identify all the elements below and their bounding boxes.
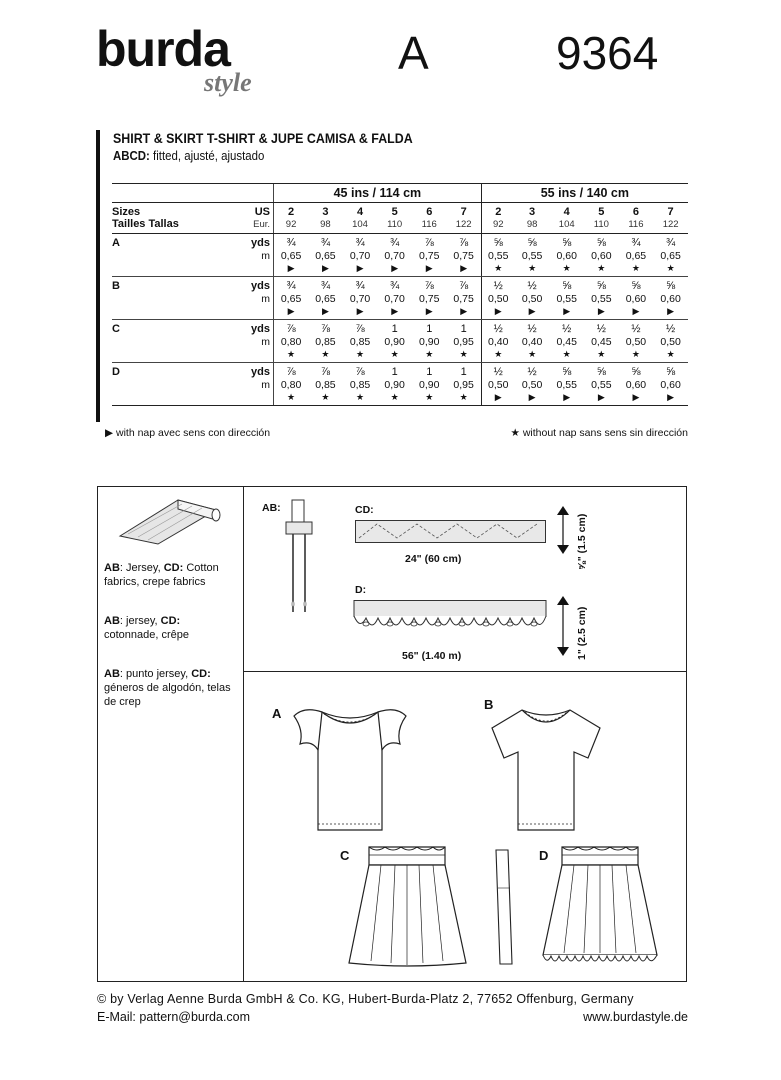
yardage-m-cell: 0,90 [419,336,440,348]
nap-symbol-cell: ▶ [584,391,619,406]
cd-width-measure: ⅝" (1.5 cm) [576,513,588,570]
yardage-row [112,277,688,294]
fabric-es-ab: AB [104,668,120,680]
nap-symbol-cell: ▶ [653,391,688,406]
nap-symbol-cell: ★ [447,348,482,363]
unit-yds-label: yds [251,280,271,292]
unit-m-label: m [261,293,271,305]
us-size-cell: 3 [322,206,329,218]
us-size-cell: 4 [563,206,570,218]
fabric-fr-ab: AB [104,615,120,627]
nap-symbol-cell: ★ [481,348,515,363]
yardage-m-cell: 0,55 [481,250,515,262]
fabric-en-cd: CD: [163,562,184,574]
eur-size-cell: 122 [653,219,688,234]
blank-cell [112,336,246,348]
yardage-table [112,183,688,406]
title-bar [96,130,100,422]
yardage-row [112,391,688,406]
eur-size-cell: 104 [343,219,378,234]
yardage-row [112,250,688,262]
nap-symbol-cell: ▶ [377,305,412,320]
us-size-cell: 7 [460,206,467,218]
eur-size-cell: 116 [619,219,654,234]
nap-symbol-cell: ▶ [308,305,343,320]
yardage-yds-cell: ½ [527,323,537,335]
nap-symbol-cell: ★ [308,391,343,406]
view-row-label: B [112,280,120,292]
view-a-label: A [272,706,282,721]
yardage-yds-cell: ⅝ [562,237,572,249]
yardage-m-cell: 0,85 [349,379,371,391]
yardage-m-cell: 0,80 [274,336,309,348]
eur-size-cell: 122 [447,219,482,234]
view-c-label: C [340,848,350,863]
nap-symbol-cell: ▶ [481,305,515,320]
blank-cell [112,262,246,277]
nap-symbol-cell: ★ [515,262,550,277]
yardage-m-cell: 0,45 [591,336,612,348]
view-b-label: B [484,697,494,712]
yardage-yds-cell: ⅝ [596,366,606,378]
yardage-m-cell: 0,55 [521,250,543,262]
eur-size-cell: 110 [377,219,412,234]
eur-size-cell: 98 [515,219,550,234]
yardage-yds-cell: ½ [562,323,572,335]
pattern-title: SHIRT & SKIRT T-SHIRT & JUPE CAMISA & FALDA [113,131,413,146]
yardage-yds-cell: ⅝ [562,280,572,292]
yardage-m-cell: 0,50 [481,293,515,305]
yardage-m-cell: 0,55 [556,293,577,305]
fabric-en [104,561,236,589]
yardage-yds-cell: ¾ [390,280,400,292]
yardage-yds-cell: ¾ [355,237,365,249]
blank-cell [112,293,246,305]
yardage-m-cell: 0,50 [521,379,543,391]
nap-symbol-cell: ▶ [515,305,550,320]
yardage-yds-cell: ⅝ [596,237,606,249]
view-row-label: C [112,323,120,335]
yardage-m-cell: 0,60 [591,250,612,262]
yardage-yds-cell: ⅞ [424,237,434,249]
yardage-yds-cell: ⅝ [666,366,676,378]
nap-symbol-cell: ★ [619,262,654,277]
fabric-fr-ab-text: : jersey, [119,615,161,627]
cd-length-measure: 24" (60 cm) [405,553,462,565]
yardage-yds-cell: ⅞ [320,323,331,335]
nap-symbol-cell: ▶ [653,305,688,320]
fabric-es-cd: CD: [191,668,211,680]
eur-size-cell: 116 [412,219,447,234]
nap-symbol-cell: ★ [584,262,619,277]
yardage-yds-cell: ¾ [666,237,676,249]
sizes-label: Sizes [112,206,141,218]
yardage-m-cell: 0,70 [384,250,405,262]
subtitle-views: ABCD: [113,148,150,163]
yardage-m-cell: 0,95 [453,336,474,348]
nap-symbol-cell: ▶ [274,305,309,320]
cd-width-arrow [556,506,570,554]
yardage-row [112,293,688,305]
yardage-yds-cell: ½ [481,363,515,380]
yardage-yds-cell: ½ [481,320,515,337]
nap-symbol-cell: ▶ [308,262,343,277]
eur-size-cell: 104 [549,219,584,234]
subtitle-fit: fitted, ajusté, ajustado [149,148,265,163]
nap-symbol-cell: ★ [481,262,515,277]
yardage-m-cell: 0,75 [453,293,474,305]
yardage-m-cell: 0,85 [349,336,371,348]
frame-divider-horizontal [243,671,687,672]
yardage-yds-cell: ½ [481,277,515,294]
nap-symbol-cell: ★ [412,348,447,363]
yardage-yds-cell: ⅞ [355,366,365,378]
blank-cell [246,262,273,277]
us-size-cell: 5 [598,206,605,218]
nap-symbol-cell: ★ [412,391,447,406]
yardage-m-cell: 0,55 [591,379,612,391]
yardage-m-cell: 0,80 [274,379,309,391]
eur-size-cell: 98 [308,219,343,234]
view-c-skirt-illustration [345,845,470,969]
us-size-cell: 7 [667,206,674,218]
yardage-m-cell: 0,60 [625,379,647,391]
blank-cell [112,379,246,391]
fabric-width-55: 55 ins / 140 cm [481,184,688,203]
yardage-m-cell: 0,55 [556,379,577,391]
blank-cell [112,305,246,320]
yardage-m-cell: 0,60 [660,379,681,391]
yardage-yds-cell: 1 [426,366,433,378]
yardage-yds-cell: ⅞ [459,280,469,292]
unit-m-label: m [261,250,271,262]
d-width-measure: 1" (2.5 cm) [576,606,588,660]
yardage-yds-cell: ½ [527,280,537,292]
blank-cell [246,391,273,406]
website-link[interactable]: www.burdastyle.de [583,1010,688,1024]
yardage-yds-cell: ⅞ [424,280,434,292]
pattern-number: 9364 [556,27,659,79]
yardage-yds-cell: ⅞ [355,323,365,335]
view-d-label: D [539,848,549,863]
twin-needle-icon [282,498,316,616]
view-row-label: D [112,366,120,378]
blank-cell [246,348,273,363]
yardage-yds-cell: 1 [426,323,433,335]
yardage-yds-cell: ½ [631,323,641,335]
us-size-cell: 3 [529,206,536,218]
yardage-m-cell: 0,55 [591,293,612,305]
unit-m-label: m [261,336,271,348]
yardage-yds-cell: ⅝ [596,280,606,292]
nap-symbol-cell: ★ [274,348,309,363]
notion-d-label: D: [355,584,367,596]
logo-subword: style [204,68,252,97]
yardage-yds-cell: 1 [460,323,467,335]
yardage-row [112,348,688,363]
nap-symbol-cell: ★ [549,348,584,363]
nap-symbol-cell: ★ [549,262,584,277]
nap-symbol-cell: ★ [653,348,688,363]
unit-yds-label: yds [251,237,271,249]
us-size-cell: 2 [274,203,309,220]
tailles-label: Tailles Tallas [112,219,246,234]
yardage-yds-cell: ⅞ [320,366,331,378]
yardage-m-cell: 0,70 [384,293,405,305]
us-size-cell: 6 [632,206,639,218]
yardage-m-cell: 0,90 [419,379,440,391]
yardage-yds-cell: ⅝ [666,280,676,292]
copyright-notice: © by Verlag Aenne Burda GmbH & Co. KG, Hubert-Burda-Platz 2, 77652 Offenburg, Germany [97,992,634,1006]
nap-symbol-cell: ▶ [274,262,309,277]
us-size-cell: 6 [426,206,433,218]
eyelet-lace-d-icon [352,600,550,640]
nap-symbol-cell: ★ [447,391,482,406]
burda-style-logo [96,22,286,100]
unit-yds-label: yds [251,366,271,378]
nap-symbol-cell: ▶ [447,262,482,277]
fabric-es [104,667,236,709]
yardage-yds-cell: ⅝ [631,366,641,378]
yardage-m-cell: 0,65 [625,250,647,262]
yardage-m-cell: 0,70 [349,293,371,305]
nap-symbol-cell: ▶ [343,305,378,320]
yardage-yds-cell: ¾ [631,237,641,249]
yardage-row [112,320,688,337]
yardage-row [112,262,688,277]
nap-symbol-cell: ★ [343,391,378,406]
nap-symbol-cell: ▶ [412,262,447,277]
yardage-yds-cell: ⅞ [459,237,469,249]
nap-symbol-cell: ▶ [619,391,654,406]
fabric-fr [104,614,236,642]
yardage-m-cell: 0,40 [481,336,515,348]
yardage-m-cell: 0,50 [521,293,543,305]
nap-symbol-cell: ★ [584,348,619,363]
yardage-yds-cell: ⅝ [631,280,641,292]
view-letter: A [398,27,429,79]
nap-symbol-cell: ▶ [584,305,619,320]
us-size-cell: 4 [356,206,364,218]
yardage-m-cell: 0,60 [660,293,681,305]
yardage-yds-cell: ¾ [274,234,309,251]
nap-symbol-cell: ★ [377,348,412,363]
unit-yds-label: yds [251,323,271,335]
yardage-yds-cell: 1 [391,323,398,335]
yardage-yds-cell: 1 [460,366,467,378]
nap-symbol-cell: ★ [308,348,343,363]
blank-cell [246,305,273,320]
nap-symbol-cell: ▶ [377,262,412,277]
yardage-row [112,363,688,380]
view-row-label: A [112,237,120,249]
yardage-m-cell: 0,60 [556,250,577,262]
eur-label: Eur. [246,219,273,234]
fabric-es-ab-text: : punto jersey, [119,668,192,680]
nap-symbol-cell: ▶ [412,305,447,320]
fabric-fr-cd-text: cotonnade, crêpe [104,629,190,641]
yardage-yds-cell: ⅝ [527,237,537,249]
nap-symbol-cell: ▶ [343,262,378,277]
elastic-band-cd-icon [355,520,547,546]
yardage-yds-cell: ¾ [355,280,365,292]
yardage-m-cell: 0,70 [349,250,371,262]
us-size-cell: 5 [391,206,398,218]
yardage-yds-cell: ¾ [274,277,309,294]
yardage-m-cell: 0,45 [556,336,577,348]
yardage-row [112,305,688,320]
yardage-m-cell: 0,65 [315,293,336,305]
yardage-yds-cell: 1 [391,366,398,378]
yardage-yds-cell: ⅝ [562,366,572,378]
yardage-m-cell: 0,85 [315,336,336,348]
nap-symbol-cell: ★ [343,348,378,363]
eur-size-cell: 92 [274,219,309,234]
yardage-yds-cell: ½ [596,323,606,335]
yardage-m-cell: 0,40 [521,336,543,348]
yardage-row [112,234,688,251]
nap-symbol-cell: ★ [619,348,654,363]
view-a-tshirt-illustration [290,700,410,835]
notion-cd-label: CD: [355,504,374,516]
nap-symbol-cell: ★ [653,262,688,277]
fabric-es-cd-text: géneros de algodón, telas de crep [104,682,231,708]
yardage-m-cell: 0,65 [274,293,309,305]
view-d-skirt-illustration [540,845,665,971]
yardage-m-cell: 0,50 [625,336,647,348]
nap-symbol-cell: ▶ [481,391,515,406]
view-d-tie-belt-illustration [488,848,518,968]
nap-symbol-cell: ▶ [515,391,550,406]
fabric-fr-cd: CD: [160,615,181,627]
yardage-yds-cell: ⅝ [481,234,515,251]
nap-symbol-cell: ▶ [549,305,584,320]
nap-symbol-cell: ★ [274,391,309,406]
yardage-m-cell: 0,90 [384,379,405,391]
yardage-yds-cell: ¾ [320,237,331,249]
yardage-m-cell: 0,65 [315,250,336,262]
yardage-m-cell: 0,75 [419,293,440,305]
yardage-yds-cell: ⅞ [274,363,309,380]
yardage-yds-cell: ½ [666,323,676,335]
yardage-yds-cell: ⅞ [274,320,309,337]
nap-symbol-cell: ★ [515,348,550,363]
eur-size-cell: 92 [481,219,515,234]
yardage-yds-cell: ¾ [390,237,400,249]
legend-without-nap: ★ without nap sans sens sin dirección [510,427,688,439]
yardage-m-cell: 0,65 [660,250,681,262]
fabric-en-ab: AB [104,562,120,574]
yardage-m-cell: 0,75 [419,250,440,262]
eur-size-cell: 110 [584,219,619,234]
logo-word: burda [96,21,230,77]
blank-cell [112,250,246,262]
yardage-yds-cell: ¾ [320,280,331,292]
pattern-subtitle [113,148,264,163]
us-label: US [254,206,271,218]
frame-divider-vertical [243,486,244,982]
d-length-measure: 56" (1.40 m) [402,650,462,662]
view-b-tshirt-illustration [476,700,616,835]
blank-cell [112,348,246,363]
yardage-m-cell: 0,90 [384,336,405,348]
yardage-m-cell: 0,50 [660,336,681,348]
yardage-m-cell: 0,95 [453,379,474,391]
fabric-en-ab-text: : Jersey, [119,562,164,574]
yardage-m-cell: 0,85 [315,379,336,391]
blank-cell [112,391,246,406]
us-size-cell: 2 [481,203,515,220]
yardage-m-cell: 0,50 [481,379,515,391]
yardage-row [112,379,688,391]
nap-symbol-cell: ▶ [619,305,654,320]
fabric-width-45: 45 ins / 114 cm [274,184,482,203]
nap-symbol-cell: ★ [377,391,412,406]
fabric-roll-icon [118,496,223,546]
yardage-row [112,336,688,348]
yardage-m-cell: 0,65 [274,250,309,262]
fabric-en-cd-text: Cotton fabrics, crepe fabrics [104,562,219,588]
nap-symbol-cell: ▶ [447,305,482,320]
d-width-arrow [556,596,570,656]
contact-email: E-Mail: pattern@burda.com [97,1010,251,1024]
yardage-yds-cell: ½ [527,366,537,378]
yardage-m-cell: 0,75 [453,250,474,262]
nap-symbol-cell: ▶ [549,391,584,406]
unit-m-label: m [261,379,271,391]
legend-with-nap: ▶ with nap avec sens con dirección [105,427,271,439]
yardage-m-cell: 0,60 [625,293,647,305]
notion-ab-label: AB: [262,502,281,514]
